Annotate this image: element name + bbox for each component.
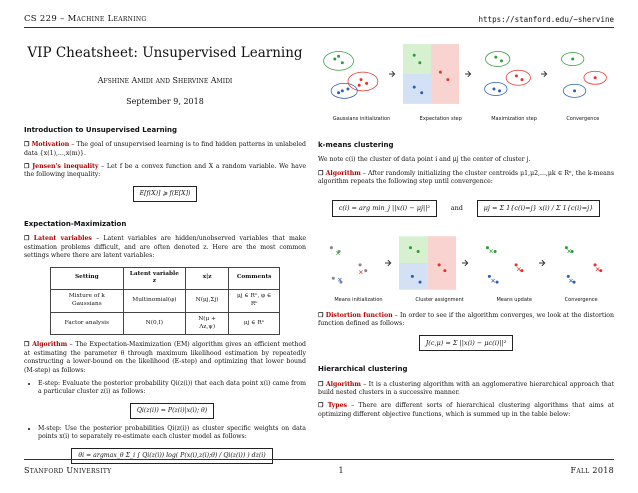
jensen-equation: E[f(X)] ⩾ f(E[X]) xyxy=(133,186,198,202)
arrow-marker-icon: ❐ xyxy=(318,402,324,410)
distortion-paragraph xyxy=(318,312,614,329)
table-cell: μj ∈ Rⁿ xyxy=(229,312,280,335)
arrow-marker-icon: ❐ xyxy=(318,169,324,177)
expectation-step-panel xyxy=(403,42,459,106)
table-header-cell: Setting xyxy=(51,267,124,290)
header-rule xyxy=(24,27,614,28)
table-header-row xyxy=(51,267,280,290)
svg-text:✕: ✕ xyxy=(594,265,601,274)
kmeans-algorithm-text: – After randomly initializing the cluster centroids μ1,μ2,...,μk ∈ Rⁿ, the k-means algorithm repeats the following step until convergence: xyxy=(318,169,614,185)
arrow-marker-icon: ❐ xyxy=(24,235,30,243)
jensen-text: – Let f be a convex function and X a random variable. We have the following inequality: xyxy=(24,162,306,179)
svg-text:✕: ✕ xyxy=(488,247,494,256)
em-steps-list xyxy=(38,380,306,464)
doc-authors: Afshine Amidi and Shervine Amidi xyxy=(97,76,233,86)
mstep-equation: θi = argmax_θ Σ_i ∫ Qi(z(i)) log( P(x(i),z(i);θ) / Qi(z(i)) ) dz(i) xyxy=(71,448,272,464)
step-arrow-icon xyxy=(385,258,393,268)
distortion-equation: J(c,μ) = Σ ||x(i) − μc(i)||² xyxy=(419,335,514,352)
table-row xyxy=(51,312,280,335)
figure-caption: Cluster assignment xyxy=(415,297,464,304)
latent-paragraph xyxy=(24,235,306,260)
step-arrow-icon xyxy=(465,69,472,79)
header-url[interactable]: https://stanford.edu/~shervine xyxy=(478,14,614,24)
maximization-step-panel xyxy=(479,42,535,106)
kmeans-algorithm-keyword: Algorithm xyxy=(325,169,361,177)
list-item xyxy=(38,380,306,419)
motivation-paragraph xyxy=(24,141,306,158)
arrow-marker-icon: ❐ xyxy=(24,141,30,149)
footer-term: Fall 2018 xyxy=(570,465,614,475)
svg-text:✕: ✕ xyxy=(490,277,496,286)
em-algorithm-text: – The Expectation-Maximization (EM) algorithm gives an efficient method at estimating the parameter θ through maximum likelihood estimation by repeatedly constructing a lower-bound on the likelihood (E-step) and optimizing that lower bound (M-step) as follows: xyxy=(24,341,307,374)
latent-keyword: Latent variables xyxy=(33,235,92,243)
section-em-title: Expectation-Maximization xyxy=(24,220,127,229)
figure-caption: Gaussians initialization xyxy=(332,116,391,122)
header-course: CS 229 – Machine Learning xyxy=(24,14,147,24)
means-init-panel xyxy=(318,235,379,291)
step-arrow-icon xyxy=(539,258,547,268)
kmeans-algorithm-paragraph xyxy=(318,170,614,187)
hierarchical-algorithm-keyword: Algorithm xyxy=(325,380,361,388)
table-row xyxy=(51,290,280,313)
svg-text:✕: ✕ xyxy=(568,277,574,286)
table-header-cell: Comments xyxy=(229,267,280,290)
centroid-equation: μj = Σ 1{c(i)=j} x(i) / Σ 1{c(i)=j} xyxy=(477,200,601,217)
gaussians-init-panel xyxy=(318,42,383,106)
estep-text: E-step: Evaluate the posterior probability Qi(z(i)) that each data point x(i) came from a particular cluster z(i) as follows: xyxy=(38,379,306,396)
kmeans-convergence-panel xyxy=(553,235,614,291)
estep-equation: Qi(z(i)) = P(z(i)|x(i); θ) xyxy=(130,403,214,419)
assignment-equation: c(i) = arg min_j ||x(i) − μj||² xyxy=(332,200,437,217)
em-algorithm-keyword: Algorithm xyxy=(32,341,68,349)
step-arrow-icon xyxy=(462,258,470,268)
section-kmeans-title: k-means clustering xyxy=(318,140,394,149)
figure-caption: Convergence xyxy=(564,297,598,304)
latent-settings-table xyxy=(50,267,280,336)
section-intro-title: Introduction to Unsupervised Learning xyxy=(24,125,178,134)
svg-text:✕: ✕ xyxy=(337,276,343,285)
table-cell: Mixture of k Gaussians xyxy=(51,290,124,313)
cluster-assignment-panel xyxy=(399,235,456,291)
em-figure-captions xyxy=(318,116,614,123)
kmeans-note: We note c(i) the cluster of data point i and μj the center of cluster j. xyxy=(318,156,531,164)
means-update-panel xyxy=(476,235,533,291)
footer-university: Stanford University xyxy=(24,465,112,475)
em-convergence-panel xyxy=(554,42,614,106)
arrow-marker-icon: ❐ xyxy=(318,311,324,319)
svg-text:✕: ✕ xyxy=(566,247,572,256)
figure-caption: Means initialization xyxy=(334,297,383,304)
table-cell: N(μ + Λz,ψ) xyxy=(186,312,229,335)
hierarchical-algorithm-text: – It is a clustering algorithm with an agglomerative hierarchical approach that build nested clusters in a successive manner. xyxy=(318,380,615,397)
table-header-cell: Latent variable z xyxy=(123,267,185,290)
distortion-text: – In order to see if the algorithm converges, we look at the distortion function defined as follows: xyxy=(318,311,614,328)
motivation-keyword: Motivation xyxy=(31,141,70,149)
jensen-paragraph xyxy=(24,163,306,180)
page-footer xyxy=(24,463,614,477)
types-paragraph xyxy=(318,402,614,419)
distortion-keyword: Distortion function xyxy=(325,311,393,319)
svg-text:✕: ✕ xyxy=(515,265,522,274)
and-word: and xyxy=(450,204,463,213)
table-cell: μj ∈ Rⁿ, φ ∈ Rᵏ xyxy=(229,290,280,313)
page-number: 1 xyxy=(338,465,344,475)
arrow-marker-icon: ❐ xyxy=(318,380,324,388)
table-cell: N(μj,Σj) xyxy=(186,290,229,313)
table-header-cell: x|z xyxy=(186,267,229,290)
svg-text:✕: ✕ xyxy=(358,268,364,277)
arrow-marker-icon: ❐ xyxy=(24,162,30,170)
hierarchical-algorithm-paragraph xyxy=(318,381,614,398)
kmeans-equations xyxy=(318,194,614,223)
doc-title: VIP Cheatsheet: Unsupervised Learning xyxy=(27,45,303,61)
section-hierarchical-title: Hierarchical clustering xyxy=(318,365,408,374)
types-text: – There are different sorts of hierarchical clustering algorithms that aims at optimizing different objective functions, which is summed up in the table below: xyxy=(318,402,614,418)
motivation-text: – The goal of unsupervised learning is to find hidden patterns in unlabeled data {x(1),...,x(m)}. xyxy=(24,141,306,157)
doc-date: September 9, 2018 xyxy=(126,97,204,107)
right-column xyxy=(318,34,614,424)
table-cell: N(0,I) xyxy=(123,312,185,335)
figure-caption: Convergence xyxy=(566,116,600,122)
em-algorithm-paragraph xyxy=(24,341,306,374)
kmeans-figure xyxy=(318,231,614,295)
types-keyword: Types xyxy=(327,402,347,410)
step-arrow-icon xyxy=(541,69,548,79)
arrow-marker-icon: ❐ xyxy=(24,341,30,349)
latent-text: – Latent variables are hidden/unobserved variables that make estimation problems difficult, and are often denoted z. Here are the most common settings where there are latent variables: xyxy=(24,235,307,260)
em-figure xyxy=(318,34,614,114)
kmeans-figure-captions xyxy=(318,297,614,304)
left-column xyxy=(24,34,306,470)
table-cell: Multinomial(φ) xyxy=(123,290,185,313)
figure-caption: Means update xyxy=(496,297,532,304)
figure-caption: Expectation step xyxy=(419,116,462,122)
page-header xyxy=(24,12,614,26)
jensen-keyword: Jensen's inequality xyxy=(32,162,99,170)
mstep-text: M-step: Use the posterior probabilities Qi(z(i)) as cluster specific weights on data points x(i) to separately re-estimate each cluster model as follows: xyxy=(38,424,306,441)
step-arrow-icon xyxy=(389,69,396,79)
table-cell: Factor analysis xyxy=(51,312,124,335)
svg-text:✕: ✕ xyxy=(335,249,341,258)
footer-rule xyxy=(24,459,614,460)
figure-caption: Maximization step xyxy=(491,116,537,122)
